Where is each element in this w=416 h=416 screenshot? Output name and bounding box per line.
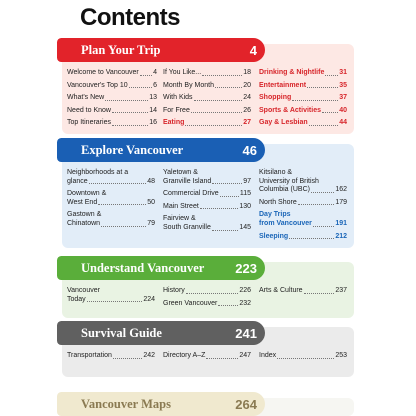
understand-col-3	[259, 287, 347, 300]
section-survival	[0, 321, 416, 377]
toc-entry[interactable]: Gastown & Chinatown 79	[67, 211, 155, 227]
toc-entry[interactable]: Top Itineraries 16	[67, 119, 157, 127]
toc-entry[interactable]: Shopping 37	[259, 94, 347, 102]
survival-label: Survival Guide	[81, 325, 162, 340]
toc-entry[interactable]: Yaletown & Granville Island 97	[163, 169, 251, 185]
toc-entry[interactable]: North Shore 179	[259, 198, 347, 206]
survival-col-1	[67, 352, 155, 365]
plan-banner[interactable]	[57, 38, 265, 62]
survival-page: 241	[235, 325, 257, 341]
toc-entry[interactable]: Neighborhoods at a glance 48	[67, 169, 155, 185]
toc-entry[interactable]: Need to Know 14	[67, 106, 157, 114]
understand-banner[interactable]	[57, 256, 265, 280]
plan-col-1	[67, 69, 157, 132]
section-understand	[0, 256, 416, 318]
plan-col-3	[259, 69, 347, 132]
explore-page: 46	[242, 142, 257, 158]
maps-banner[interactable]	[57, 392, 265, 416]
explore-col-2	[163, 169, 251, 237]
survival-banner[interactable]	[57, 321, 265, 345]
toc-entry[interactable]: Fairview & South Granville 145	[163, 215, 251, 231]
plan-col-2	[163, 69, 251, 132]
toc-entry[interactable]: Gay & Lesbian 44	[259, 119, 347, 127]
explore-col-3	[259, 169, 347, 245]
maps-label: Vancouver Maps	[81, 396, 171, 411]
toc-entry[interactable]: Eating 27	[163, 119, 251, 127]
plan-label: Plan Your Trip	[81, 42, 161, 57]
understand-page: 223	[235, 260, 257, 276]
maps-page: 264	[235, 396, 257, 412]
section-maps	[0, 392, 416, 416]
toc-entry[interactable]: Day Trips from Vancouver 191	[259, 211, 347, 227]
explore-banner[interactable]	[57, 138, 265, 162]
section-plan	[0, 38, 416, 134]
toc-entry[interactable]: Vancouver Today 224	[67, 287, 155, 303]
survival-col-3	[259, 352, 347, 365]
toc-entry[interactable]: Transportation 242	[67, 352, 155, 359]
toc-entry[interactable]: Vancouver's Top 10 6	[67, 81, 157, 89]
toc-entry[interactable]: Sports & Activities 40	[259, 106, 347, 114]
explore-col-1	[67, 169, 155, 233]
explore-label: Explore Vancouver	[81, 142, 184, 157]
toc-entry[interactable]: Welcome to Vancouver 4	[67, 69, 157, 76]
toc-entry[interactable]: Green Vancouver 232	[163, 299, 251, 307]
toc-entry[interactable]: Sleeping 212	[259, 232, 347, 240]
toc-entry[interactable]: If You Like... 18	[163, 69, 251, 76]
toc-entry[interactable]: Downtown & West End 50	[67, 190, 155, 206]
toc-entry[interactable]: Arts & Culture 237	[259, 287, 347, 294]
toc-entry[interactable]: Directory A–Z 247	[163, 352, 251, 359]
toc-entry[interactable]: Index 253	[259, 352, 347, 359]
toc-entry[interactable]: Kitsilano & University of British Columbia (UBC) 162	[259, 169, 347, 194]
page-title: Contents	[80, 4, 180, 31]
understand-label: Understand Vancouver	[81, 260, 205, 275]
section-explore	[0, 138, 416, 248]
toc-entry[interactable]: Drinking & Nightlife 31	[259, 69, 347, 76]
survival-col-2	[163, 352, 251, 365]
toc-entry[interactable]: Entertainment 35	[259, 81, 347, 89]
toc-entry[interactable]: For Free 26	[163, 106, 251, 114]
toc-entry[interactable]: With Kids 24	[163, 94, 251, 102]
toc-entry[interactable]: What's New 13	[67, 94, 157, 102]
plan-page: 4	[249, 42, 257, 58]
toc-entry[interactable]: Commercial Drive 115	[163, 190, 251, 198]
toc-entry[interactable]: Month By Month 20	[163, 81, 251, 89]
toc-entry[interactable]: Main Street 130	[163, 202, 251, 210]
toc-entry[interactable]: History 226	[163, 287, 251, 294]
understand-col-1	[67, 287, 155, 308]
understand-col-2	[163, 287, 251, 312]
